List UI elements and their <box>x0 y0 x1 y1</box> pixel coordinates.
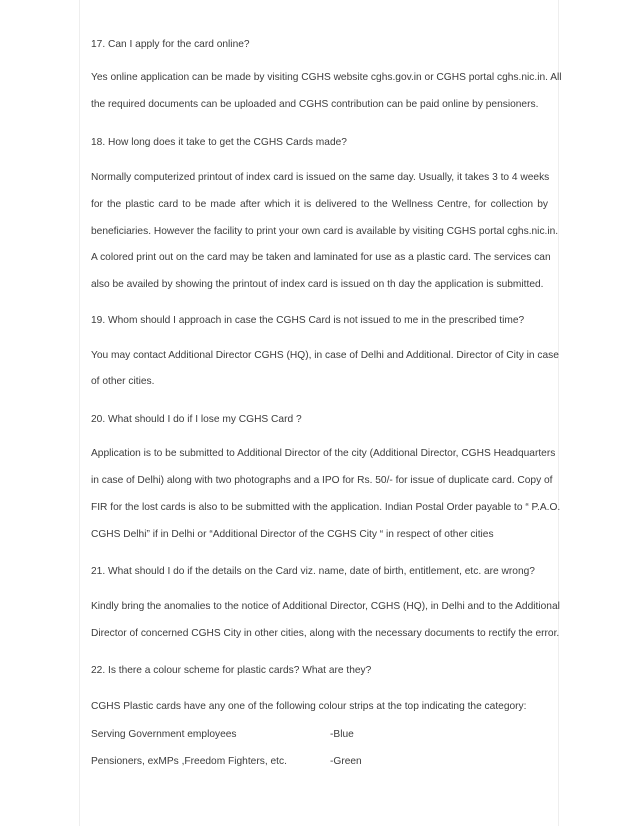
answer-18-line-5: also be availed by showing the printout of index card is issued on th day the application is submitted. <box>91 279 544 290</box>
answer-17-line-1: Yes online application can be made by visiting CGHS website cghs.gov.in or CGHS portal cghs.nic.in. All <box>91 72 562 83</box>
answer-18-line-1: Normally computerized printout of index card is issued on the same day. Usually, it takes 3 to 4 weeks <box>91 172 550 183</box>
question-17: 17. Can I apply for the card online? <box>91 39 250 50</box>
answer-20-line-4: CGHS Delhi” if in Delhi or “Additional Director of the CGHS City “ in respect of other cities <box>91 529 494 540</box>
answer-22-line-1: CGHS Plastic cards have any one of the following colour strips at the top indicating the category: <box>91 701 527 712</box>
question-21: 21. What should I do if the details on the Card viz. name, date of birth, entitlement, etc. are wrong? <box>91 566 535 577</box>
category-colour-1: -Blue <box>330 729 354 740</box>
category-label-1: Serving Government employees <box>91 729 237 740</box>
answer-17-line-2: the required documents can be uploaded and CGHS contribution can be paid online by pensioners. <box>91 99 539 110</box>
answer-18-line-2: for the plastic card to be made after which it is delivered to the Wellness Centre, for collection by <box>91 199 548 210</box>
question-20: 20. What should I do if I lose my CGHS Card ? <box>91 414 302 425</box>
answer-19-line-1: You may contact Additional Director CGHS (HQ), in case of Delhi and Additional. Director of City in case <box>91 350 559 361</box>
answer-21-line-2: Director of concerned CGHS City in other cities, along with the necessary documents to rectify the error. <box>91 628 560 639</box>
question-22: 22. Is there a colour scheme for plastic cards? What are they? <box>91 665 372 676</box>
answer-21-line-1: Kindly bring the anomalies to the notice of Additional Director, CGHS (HQ), in Delhi and to the Additional <box>91 601 560 612</box>
answer-18-line-4: A colored print out on the card may be taken and laminated for use as a plastic card. The services can <box>91 252 551 263</box>
answer-20-line-2: in case of Delhi) along with two photographs and a IPO for Rs. 50/- for issue of duplicate card. Copy of <box>91 475 553 486</box>
question-19: 19. Whom should I approach in case the CGHS Card is not issued to me in the prescribed time? <box>91 315 525 326</box>
answer-19-line-2: of other cities. <box>91 376 155 387</box>
answer-18-line-3: beneficiaries. However the facility to print your own card is available by visiting CGHS portal cghs.nic.in. <box>91 226 559 237</box>
question-18: 18. How long does it take to get the CGHS Cards made? <box>91 137 347 148</box>
answer-20-line-3: FIR for the lost cards is also to be submitted with the application. Indian Postal Order payable to “ P.A.O. <box>91 502 561 513</box>
category-label-2: Pensioners, exMPs ,Freedom Fighters, etc. <box>91 756 287 767</box>
answer-20-line-1: Application is to be submitted to Additional Director of the city (Additional Director, CGHS Headquarters <box>91 448 556 459</box>
category-colour-2: -Green <box>330 756 362 767</box>
